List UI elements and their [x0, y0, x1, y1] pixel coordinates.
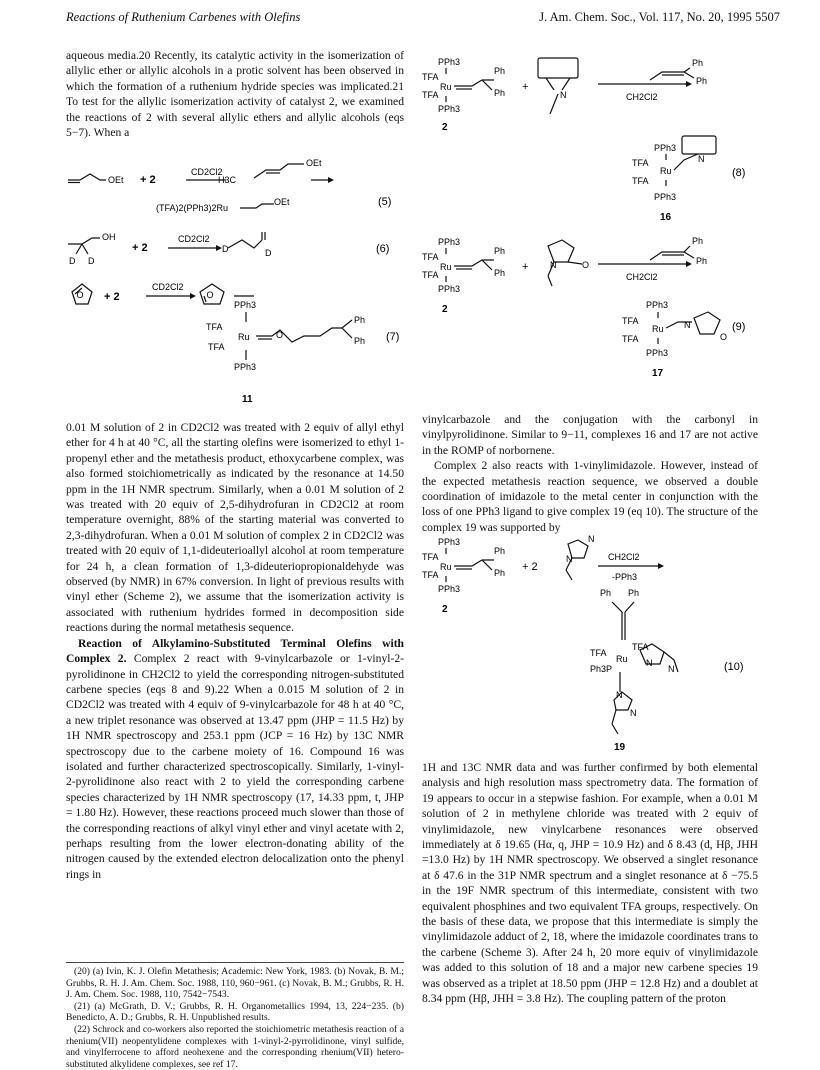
eq7-pph3-bottom: PPh3: [234, 362, 257, 372]
right-column-bottom: [422, 760, 758, 1007]
eq10-condition-2: -PPh3: [612, 572, 638, 582]
equation-8: [422, 52, 758, 228]
eq7-number: (7): [386, 331, 400, 343]
eq7-ph-2: Ph: [354, 336, 366, 346]
equation-7-drawing: [66, 278, 404, 408]
eq10-ph-2: Ph: [494, 568, 506, 578]
eq6-d2: D: [88, 256, 95, 266]
equation-6-drawing: [66, 226, 404, 276]
eq7-condition: CD2Cl2: [152, 282, 184, 292]
eq8-number: (8): [732, 167, 746, 179]
eq9-plus: +: [522, 261, 529, 273]
eq8-ph-2: Ph: [494, 88, 506, 98]
eq7-compound-11: 11: [242, 394, 253, 405]
eq9-pph3-bottom: PPh3: [438, 284, 461, 294]
eq7-furan-o: O: [76, 290, 84, 300]
eq10-product-n3: N: [616, 690, 623, 700]
eq7-ru: Ru: [238, 332, 250, 342]
footnote-22: (22) Schrock and co-workers also reported the stoichiometric metathesis reaction of a rhenium(VII) neopentylidene complexes with 1-vinyl-2-pyrrolidinone, vinyl sulfide, and vinylferrocene to afford neohexene and the corresponding rhenium(VII) hetero-substituted alkylidene complexes, see ref 17.: [66, 1023, 404, 1070]
eq9-tfa-1: TFA: [422, 252, 439, 262]
eq6-product-d2: D: [265, 248, 272, 258]
eq9-tfa-2: TFA: [422, 270, 439, 280]
eq8-pph3-bottom: PPh3: [438, 104, 461, 114]
eq8-condition: CH2Cl2: [626, 92, 658, 102]
eq10-compound-2: 2: [442, 604, 448, 615]
eq8-ph-1: Ph: [494, 66, 506, 76]
eq6-plus: + 2: [132, 242, 148, 254]
eq8-carbazole-n: N: [560, 90, 567, 100]
eq5-product-oet: OEt: [306, 158, 322, 168]
eq7-ether-o: O: [276, 330, 284, 340]
eq10-number: (10): [724, 661, 744, 673]
eq8-product-ru: Ru: [660, 166, 672, 176]
equation-5-drawing: [66, 150, 404, 216]
right-column-mid: [422, 412, 758, 535]
eq9-pph3-top: PPh3: [438, 237, 461, 247]
eq10-product-n4: N: [630, 708, 637, 718]
eq9-ru: Ru: [440, 262, 452, 272]
eq10-product-tfa-1: TFA: [590, 648, 607, 658]
eq8-product-tfa-1: TFA: [632, 158, 649, 168]
eq9-compound-2: 2: [442, 304, 448, 315]
eq9-ph-2: Ph: [494, 268, 506, 278]
eq9-number: (9): [732, 321, 746, 333]
eq5-number: (5): [378, 196, 392, 208]
eq5-metal-complex: (TFA)2(PPh3)2Ru: [156, 203, 229, 213]
eq9-condition: CH2Cl2: [626, 272, 658, 282]
section-heading: Reaction of Alkylamino-Substituted Terminal Olefins with Complex 2.: [66, 636, 404, 666]
eq8-tfa-2: TFA: [422, 90, 439, 100]
eq10-plus: + 2: [522, 561, 538, 573]
footnotes: [66, 966, 404, 1070]
eq10-product-n2: N: [668, 664, 675, 674]
eq9-product-tfa-1: TFA: [622, 316, 639, 326]
eq8-product-ph-1: Ph: [692, 58, 704, 68]
eq9-product-n: N: [684, 320, 691, 330]
eq9-product-tfa-2: TFA: [622, 334, 639, 344]
paragraph-allylic: aqueous media.20 Recently, its catalytic activity in the isomerization of allylic ether or allylic alcohols in a protic solvent has been observed in which the formation of a ruthenium hydride species was implicated.21 To test for the allylic isomerization activity of catalyst 2, we examined the reactions of 2 with several allylic ethers and allylic alcohols (eqs 5−7). When a: [66, 49, 404, 140]
eq10-condition: CH2Cl2: [608, 552, 640, 562]
eq10-compound-19: 19: [614, 742, 626, 753]
eq5-condition: CD2Cl2: [191, 167, 223, 177]
eq7-plus: + 2: [104, 291, 120, 303]
eq5-h3c: H3C: [218, 175, 237, 185]
eq9-pyrrolidinone-n: N: [550, 260, 557, 270]
eq8-ru: Ru: [440, 82, 452, 92]
eq6-condition: CD2Cl2: [178, 234, 210, 244]
eq7-product-o: O: [206, 290, 214, 300]
equation-5: [66, 150, 404, 216]
paragraph-vinylcarbazole: vinylcarbazole and the conjugation with the carbonyl in vinylpyrolidinone. Similar to 9−11, complexes 16 and 17 are not active in the ROMP of norbornene.: [422, 413, 758, 457]
eq7-tfa-1: TFA: [206, 322, 223, 332]
eq7-tfa-2: TFA: [208, 342, 225, 352]
eq10-product-ph-2: Ph: [628, 588, 640, 598]
eq10-imidazole-n1: N: [588, 534, 595, 544]
eq7-pph3-top: PPh3: [234, 300, 257, 310]
eq9-product-pph3-top: PPh3: [646, 300, 669, 310]
eq10-tfa-2: TFA: [422, 570, 439, 580]
eq8-compound-16: 16: [660, 212, 672, 223]
eq6-number: (6): [376, 243, 390, 255]
eq8-pph3-top: PPh3: [438, 57, 461, 67]
equation-9-drawing: [422, 232, 758, 398]
eq7-ph-1: Ph: [354, 315, 366, 325]
section-body: Complex 2 react with 9-vinylcarbazole or 1-vinyl-2-pyrolidinone in CH2Cl2 to yield the corresponding nitrogen-substituted carbene species (eqs 8 and 9).22 When a 0.015 M solution of 2 in CD2Cl2 was treated with 4 equiv of 9-vinylcarbazole for 48 h at 40 °C, a new triplet resonance was observed at 13.47 ppm (JHP = 11.5 Hz) by 1H NMR spectroscopy and 253.1 ppm (JCP = 16 Hz) by 13C NMR spectroscopy due to the carbene moiety of 16. Compound 16 was isolated and further characterized spectroscopically. Similarly, 1-vinyl-2-pyrolidinone also react with 2 to yield the corresponding carbene species characterized by 1H NMR spectroscopy (17, 14.33 ppm, t, JHP = 1.80 Hz). However, these reactions proceed much slower than those of the corresponding reactions of alkyl vinyl ether and vinyl acetate with 2, perhaps resulting from the lower electron-donating ability of the nitrogen caused by the extended electron delocalization onto the phenyl rings in: [66, 652, 404, 881]
paragraph-vinylimidazole: Complex 2 also reacts with 1-vinylimidazole. However, instead of the expected metathesis reaction sequence, we observed a double coordination of imidazole to the metal center in conjunction with the loss of one PPh3 ligand to give complex 19 (eq 10). The structure of the complex 19 was supported by: [422, 459, 758, 534]
running-header-left: Reactions of Ruthenium Carbenes with Olefins: [66, 10, 301, 24]
eq8-product-n: N: [698, 154, 705, 164]
eq9-product-o: O: [720, 332, 728, 342]
eq10-product-ru: Ru: [616, 654, 628, 664]
eq8-plus: +: [522, 81, 529, 93]
eq6-product-d1: D: [222, 244, 229, 254]
eq10-tfa-1: TFA: [422, 552, 439, 562]
eq9-product-ru: Ru: [652, 324, 664, 334]
footnote-rule: [66, 962, 404, 963]
eq10-pph3-bottom: PPh3: [438, 584, 461, 594]
footnote-20: (20) (a) Ivin, K. J. Olefin Metathesis; Academic: New York, 1983. (b) Novak, B. M.; Grubbs, R. H. J. Am. Chem. Soc. 1988, 110, 960−961. (c) Novak, B. M.; Grubbs, R. H. J. Am. Chem. Soc. 1988, 110, 7542−7543.: [66, 966, 404, 1001]
eq8-product-ph-2: Ph: [696, 76, 708, 86]
left-column-top: [66, 48, 404, 140]
eq9-product-ph-1: Ph: [692, 236, 704, 246]
eq6-d1: D: [69, 256, 76, 266]
eq5-metal-oet: OEt: [274, 197, 290, 207]
eq8-product-tfa-2: TFA: [632, 176, 649, 186]
eq6-oh: OH: [102, 232, 116, 242]
equation-9: [422, 232, 758, 398]
paragraph-nmr-data: 1H and 13C NMR data and was further confirmed by both elemental analysis and high resolution mass spectrometry data. The formation of 19 appears to occur in a stepwise fashion. For example, when a 0.01 M solution of 2 in methylene chloride was treated with 2 equiv of vinylimidazole, new vinylcarbene resonances were observed immediately at δ 19.65 (Hα, q, JHP = 10.9 Hz) and δ 8.43 (d, Hβ, JHH =13.0 Hz) by 1H NMR spectroscopy. We observed a singlet resonance at δ 47.6 in the 31P NMR spectrum and a singlet resonance at δ −75.5 in the 19F NMR spectrum of this intermediate, consistent with two equivalent phosphines and two equivalent TFA groups, respectively. On the basis of these data, we propose that this intermediate is simply the vinylimidazole adduct of 2, 18, where the imidazole coordinates trans to the carbene (Scheme 3). After 24 h, 20 more equiv of vinylimidazole was added to this solution of 18 and a major new carbene species 19 was observed as a triplet at 18.50 ppm (JHP = 12.8 Hz) and a doublet at 8.34 ppm (Hβ, JHH = 3.8 Hz). The coupling pattern of the proton: [422, 761, 758, 1006]
eq10-pph3-top: PPh3: [438, 537, 461, 547]
eq10-product-ph-1: Ph: [600, 588, 612, 598]
equation-8-drawing: [422, 52, 758, 228]
eq9-product-pph3-bottom: PPh3: [646, 348, 669, 358]
eq10-product-n1: N: [646, 658, 653, 668]
eq8-compound-2: 2: [442, 122, 448, 133]
eq5-plus: + 2: [140, 174, 156, 186]
paragraph-alkylamino: [66, 636, 404, 883]
eq10-ru: Ru: [440, 562, 452, 572]
eq10-product-tfa-2: TFA: [632, 642, 649, 652]
eq10-ph-1: Ph: [494, 546, 506, 556]
eq10-imidazole-n2: N: [566, 554, 573, 564]
left-column-bottom: [66, 420, 404, 882]
eq9-ph-1: Ph: [494, 246, 506, 256]
eq9-compound-17: 17: [652, 368, 664, 379]
equation-7: [66, 278, 404, 408]
eq8-tfa-1: TFA: [422, 72, 439, 82]
eq8-product-pph3-top: PPh3: [654, 143, 677, 153]
eq10-product-ph3p: Ph3P: [590, 664, 613, 674]
footnote-21: (21) (a) McGrath, D. V.; Grubbs, R. H. Organometallics 1994, 13, 224−235. (b) Benedicto, A. D.; Grubbs, R. H. Unpublished results.: [66, 1000, 404, 1024]
eq5-oet-label: OEt: [108, 175, 124, 185]
paragraph-isomerization: 0.01 M solution of 2 in CD2Cl2 was treated with 2 equiv of allyl ethyl ether for 4 h at 40 °C, all the starting olefins were isomerized to ethyl 1-propenyl ether and the metathesis product, ethoxycarbene complex, was also formed stoichiometrically as indicated by the resonance at 14.50 ppm in the 1H NMR spectrum. Similarly, when a 0.01 M solution of 2 was treated with 20 equiv of 2,5-dihydrofuran in CD2Cl2 at room temperature overnight, 88% of the starting material was converted to 2,3-dihydrofuran. When a 0.01 M solution of complex 2 in CD2Cl2 was treated with 20 equiv of 1,1-dideuterioallyl alcohol at room temperature for 24 h, a clean formation of 1,3-dideuteriopropionaldehyde was observed (by NMR) in 67% conversion. In light of previous results with vinyl ether (Scheme 2), we assume that the isomerization activity is associated with ruthenium hydrides formed in decomposition side reactions during the normal metathesis sequence.: [66, 421, 404, 635]
eq9-product-ph-2: Ph: [696, 256, 708, 266]
equation-6: [66, 226, 404, 276]
eq8-product-pph3-bottom: PPh3: [654, 192, 677, 202]
eq9-pyrrolidinone-o: O: [582, 260, 590, 270]
running-header-right: J. Am. Chem. Soc., Vol. 117, No. 20, 1995 5507: [539, 10, 780, 24]
